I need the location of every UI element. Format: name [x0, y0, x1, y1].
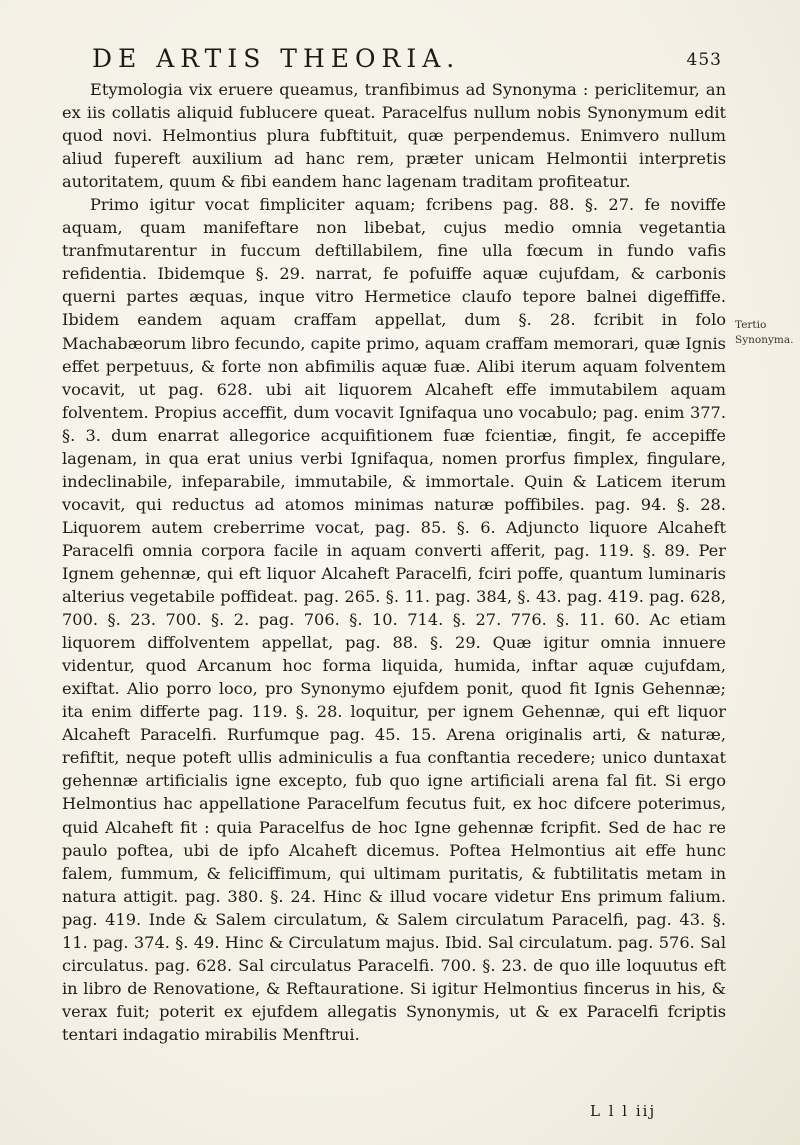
margin-note: Tertio Synonyma.	[735, 319, 794, 346]
paragraph: Primo igitur vocat fimpliciter aquam; fcribens pag. 88. §. 27. fe noviffe aquam, quam manifeftare non libebat, cujus medio omnia vegetantia tranfmutarentur in fuccum deftillabilem, fine ulla fœcum in fundo vafis refidentia. Ibidemque §. 29. narrat, fe pofuiffe aquæ cujufdam, & carbonis querni partes æquas, inque vitro Hermetice claufo tepore balnei digeffiffe. Ibidem eandem aquam craffam appellat, dum §. 28. fcribit in folo Machabæorum libro fecundo, capite primo, aquam craffam memorari, quæ Ignis effet perpetuus, & forte non abfimilis aquæ fuæ. Alibi iterum aquam folventem vocavit, ut pag. 628. ubi ait liquorem Alcaheft effe immutabilem aquam folventem. Propius acceffit, dum vocavit Ignifaqua uno vocabulo; pag. enim 377. §. 3. dum enarrat allegorice acquifitionem fuæ fcientiæ, fingit, fe accepiffe lagenam, in qua erat unius verbi Ignifaqua, nomen prorfus fimplex, fingulare, indeclinabile, infeparabile, immutabile, & immortale. Quin & Laticem iterum vocavit, qui reductus ad atomos minimas naturæ poffibiles. pag. 94. §. 28. Liquorem autem creberrime vocat, pag. 85. §. 6. Adjuncto liquore Alcaheft Paracelfi omnia corpora facile in aquam converti afferit, pag. 119. §. 89. Per Ignem gehennæ, qui eft liquor Alcaheft Paracelfi, fciri poffe, quantum luminaris alterius vegetabile poffideat. pag. 265. §. 11. pag. 384, §. 43. pag. 419. pag. 628, 700. §. 23. 700. §. 2. pag. 706. §. 10. 714. §. 27. 776. §. 11. 60. Ac etiam liquorem diffolventem appellat, pag. 88. §. 29. Quæ igitur omnia innuere videntur, quod Arcanum hoc forma liquida, humida, inftar aquæ cujufdam, exiftat. Alio porro loco, pro Synonymo ejufdem ponit, quod fit Ignis Gehennæ; ita enim differte pag. 119. §. 28. loquitur, per ignem Gehennæ, qui eft liquor Alcaheft Paracelfi. Rurfumque pag. 45. 15. Arena originalis arti, & naturæ, refiftit, neque poteft ullis adminiculis a fua conftantia recedere; unico duntaxat gehennæ artificialis igne excepto, fub quo igne artificiali arena fal fit. Si ergo Helmontius hac appellatione Paracelfum fecutus fuit, ex hoc difcere poterimus, quid Alcaheft fit : quia Paracelfus de hoc Igne gehennæ fcripfit. Sed de hac re paulo poftea, ubi de ipfo Alcaheft dicemus. Poftea Helmontius ait effe hunc falem, fummum, & feliciffimum, qui ultimam puritatis, & fubtilitatis metam in natura attigit. pag. 380. §. 24. Hinc & illud vocare videtur Ens primum falium. pag. 419. Inde & Salem circulatum, & Salem circulatum Paracelfi, pag. 43. §. 11. pag. 374. §. 49. Hinc & Circulatum majus. Ibid. Sal circulatum. pag. 576. Sal circulatus. pag. 628. Sal circulatus Paracelfi. 700. §. 23. de quo ille loquutus eft in libro de Renovatione, & Reftauratione. Si igitur Helmontius fincerus in his, & verax fuit; poterit ex ejufdem allegatis Synonymis, ut & ex Paracelfi fcriptis tentari indagatio mirabilis Menftrui.	[62, 195, 726, 1044]
running-head: DE ARTIS THEORIA.	[92, 44, 461, 73]
paragraph: Etymologia vix eruere queamus, tranfibimus ad Synonyma : periclitemur, an ex iis collatis aliquid fublucere queat. Paracelfus nullum nobis Synonymum edit quod novi. Helmontius plura fubftituit, quæ perpendemus. Enimvero nullum aliud fupereft auxilium ad hanc rem, præter unicam Helmontii interpretis autoritatem, quum & fibi eandem hanc lagenam traditam profiteatur.	[62, 80, 726, 192]
signature-mark: L l l iij	[590, 1102, 657, 1120]
body-text	[62, 78, 726, 1046]
page-number: 453	[686, 50, 722, 70]
page-header	[92, 44, 722, 80]
